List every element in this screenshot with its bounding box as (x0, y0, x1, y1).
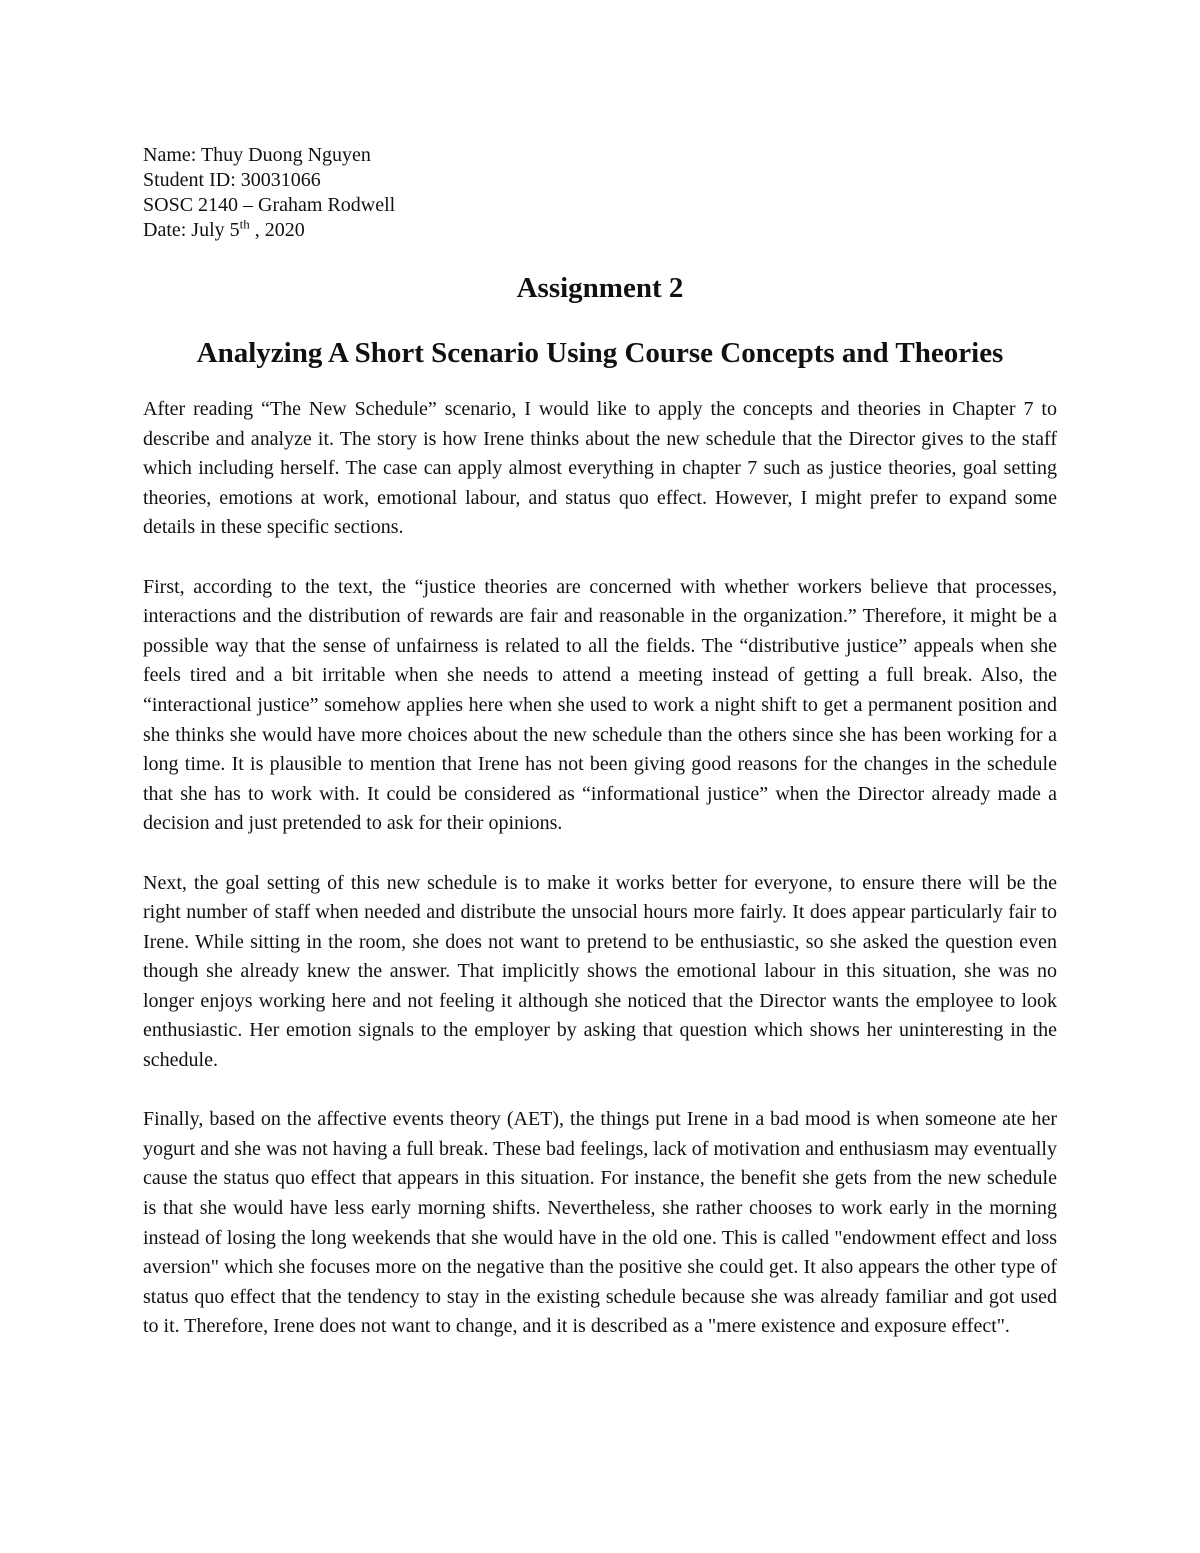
course-info: SOSC 2140 – Graham Rodwell (143, 194, 396, 216)
student-info-header (143, 143, 743, 243)
assignment-title: Assignment 2 (516, 272, 684, 304)
essay-body (143, 395, 1057, 1372)
student-id: Student ID: 30031066 (143, 169, 321, 191)
date-prefix: Date: July 5 (143, 219, 240, 241)
paragraph-affective-events: Finally, based on the affective events theory (AET), the things put Irene in a bad mood is when someone ate her yogurt and she was not having a full break. These bad feelings, lack of motivation and enthusiasm may eventually cause the status quo effect that appears in this situation. For instance, the benefit she gets from the new schedule is that she would have less early morning shifts. Nevertheless, she rather chooses to work early in the morning instead of losing the long weekends that she would have in the old one. This is called "endowment effect and loss aversion" which she focuses more on the negative than the positive she could get. It also appears the other type of status quo effect that the tendency to stay in the existing schedule because she was already familiar and got used to it. Therefore, Irene does not want to change, and it is described as a "mere existence and exposure effect". (143, 1108, 1057, 1338)
student-name: Name: Thuy Duong Nguyen (143, 144, 371, 166)
paragraph-intro: After reading “The New Schedule” scenario, I would like to apply the concepts and theories in Chapter 7 to describe and analyze it. The story is how Irene thinks about the new schedule that the Director gives to the staff which including herself. The case can apply almost everything in chapter 7 such as justice theories, goal setting theories, emotions at work, emotional labour, and status quo effect. However, I might prefer to expand some details in these specific sections. (143, 398, 1057, 539)
date-suffix: , 2020 (249, 219, 305, 241)
submission-date (143, 218, 743, 243)
date-superscript: th (239, 216, 250, 232)
assignment-subtitle: Analyzing A Short Scenario Using Course Concepts and Theories (196, 337, 1004, 369)
paragraph-goal-setting: Next, the goal setting of this new schedule is to make it works better for everyone, to ensure there will be the right number of staff when needed and distribute the unsocial hours more fairly. It does appear particularly fair to Irene. While sitting in the room, she does not want to pretend to be enthusiastic, so she asked the question even though she already knew the answer. That implicitly shows the emotional labour in this situation, she was no longer enjoys working here and not feeling it although she noticed that the Director wants the employee to look enthusiastic. Her emotion signals to the employer by asking that question which shows her uninteresting in the schedule. (143, 871, 1057, 1072)
paragraph-justice-theories: First, according to the text, the “justice theories are concerned with whether workers believe that processes, interactions and the distribution of rewards are fair and reasonable in the organization.” Therefore, it might be a possible way that the sense of unfairness is related to all the fields. The “distributive justice” appeals when she feels tired and a bit irritable when she needs to attend a meeting instead of getting a full break. Also, the “interactional justice” somehow applies here when she used to work a night shift to get a permanent position and she thinks she would have more choices about the new schedule than the others since she has been working for a long time. It is plausible to mention that Irene has not been giving good reasons for the changes in the schedule that she has to work with. It could be considered as “informational justice” when the Director already made a decision and just pretended to ask for their opinions. (143, 575, 1057, 835)
